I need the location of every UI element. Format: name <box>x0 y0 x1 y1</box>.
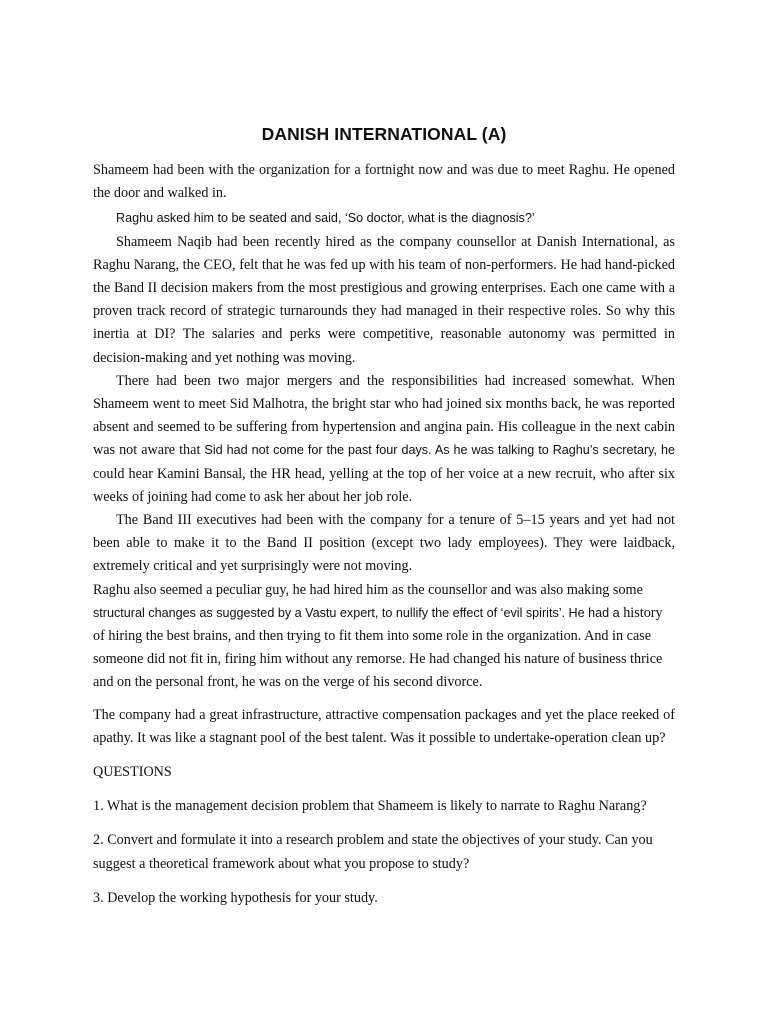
question-3: 3. Develop the working hypothesis for your study. <box>93 889 378 906</box>
paragraph-4-part-1: There had been two major mergers and the responsibilities had increased somewhat. When Shameem went to meet Sid Malhotra, the bright star who had joined six months back, he was reported absent and seemed to be suffering from hypertension and angina pain. His colleague in the next cabin was not aware that <box>93 372 675 459</box>
paragraph-4 <box>93 370 675 509</box>
paragraph-6-part-2: structural changes as suggested by a Vastu expert, to nullify the effect of ‘evil spirits’. He had a <box>93 605 620 620</box>
paragraph-4-part-3: could hear Kamini Bansal, the HR head, yelling at the top of her voice at a new recruit, who after six weeks of joining had come to ask her about her job role. <box>93 465 675 505</box>
paragraph-6-part-1: Raghu also seemed a peculiar guy, he had hired him as the counsellor and was also making some <box>93 581 643 598</box>
paragraph-5: The Band III executives had been with the company for a tenure of 5–15 years and yet had not been able to make it to the Band II position (except two lady employees). They were laidback, extremely critical and yet surprisingly were not moving. <box>93 512 675 575</box>
questions-heading: QUESTIONS <box>93 764 172 781</box>
paragraph-7: The company had a great infrastructure, attractive compensation packages and yet the place reeked of apathy. It was like a stagnant pool of the best talent. Was it possible to undertake-operation clean up? <box>93 706 675 746</box>
paragraph-6 <box>93 579 675 695</box>
question-1: 1. What is the management decision problem that Shameem is likely to narrate to Raghu Narang? <box>93 798 647 815</box>
paragraph-2: Raghu asked him to be seated and said, ‘So doctor, what is the diagnosis?’ <box>116 211 535 226</box>
paragraph-3: Shameem Naqib had been recently hired as the company counsellor at Danish International, as Raghu Narang, the CEO, felt that he was fed up with his team of non-performers. He had hand-picked the Band II decision makers from the most prestigious and growing enterprises. Each one came with a proven track record of strategic turnarounds they had managed in their respective roles. So why this inertia at DI? The salaries and perks were competitive, reasonable autonomy was permitted in decision-making and yet nothing was moving. <box>93 233 675 366</box>
paragraph-1: Shameem had been with the organization for a fortnight now and was due to meet Raghu. He opened the door and walked in. <box>93 162 675 202</box>
paragraph-6-part-3: history of hiring the best brains, and then trying to fit them into some role in the organization. And in case someone did not fit in, firing him without any remorse. He had changed his nature of business thrice and on the personal front, he was on the verge of his second divorce. <box>93 604 663 691</box>
question-2: 2. Convert and formulate it into a research problem and state the objectives of your study. Can you suggest a theoretical framework about what you propose to study? <box>93 832 653 872</box>
paragraph-4-part-2: Sid had not come for the past four days. As he was talking to Raghu’s secretary, he <box>204 443 675 458</box>
document-title: DANISH INTERNATIONAL (A) <box>261 124 507 144</box>
